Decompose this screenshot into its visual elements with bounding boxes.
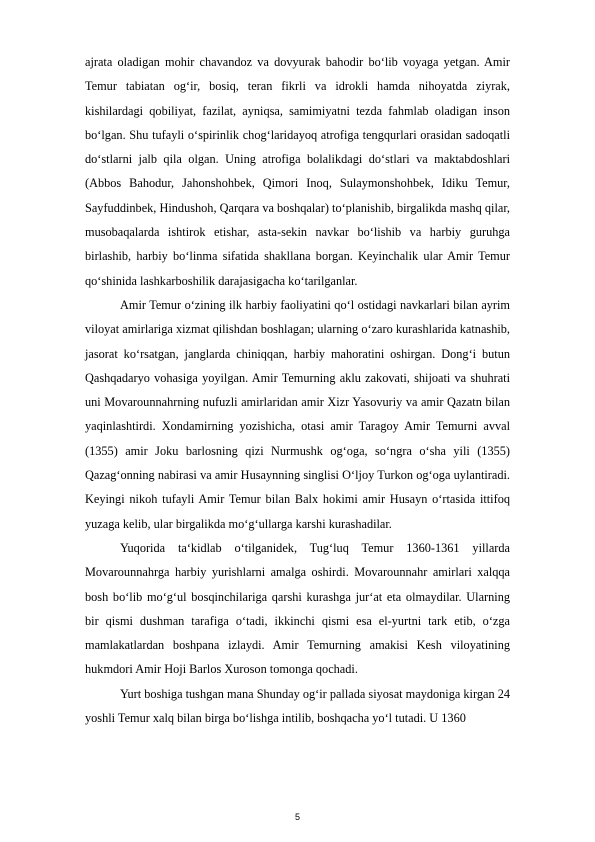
paragraph-hard-times: Yurt boshiga tushgan mana Shunday og‘ir pallada siyosat maydoniga kirgan 24 yoshli Temur xalq bilan birga bo‘lishga intilib, boshqacha yo‘l tutadi. U 1360 [85, 686, 510, 726]
paragraph-continuation: ajrata oladigan mohir chavandoz va dovyurak bahodir bo‘lib voyaga yetgan. Amir Temur tabiatan og‘ir, bosiq, teran fikrli va idrokli hamda nihoyatda ziyrak, kishilardagi qobiliyat, fazilat, ayniqsa, samimiyatni tezda fahmlab oladigan inson bo‘lgan. Shu tufayli o‘spirinlik chog‘laridayoq atrofiga tengqurlari orasidan sadoqatli do‘stlarni jalb qila olgan. Uning atrofiga bolalikdagi do‘stlari va maktabdoshlari (Abbos Bahodur, Jahonshohbek, Qimori Inoq, Sulaymonshohbek, Idiku Temur, Sayfuddinbek, Hindushoh, Qarqara va boshqalar) to‘planishib, birgalikda mashq qilar, musobaqalarda ishtirok etishar, asta-sekin navkar bo‘lishib va harbiy guruhga birlashib, harbiy bo‘linma sifatida shakllana borgan. Keyinchalik ular Amir Temur qo‘shinida lashkarboshilik darajasigacha ko‘tarilganlar. [85, 55, 510, 288]
document-body [85, 50, 510, 730]
page-number: 5 [294, 812, 300, 822]
paragraph-military-beginnings: Amir Temur o‘zining ilk harbiy faoliyatini qo‘l ostidagi navkarlari bilan ayrim viloyat amirlariga xizmat qilishdan boshlagan; ularning o‘zaro kurashlarida katnashib, jasorat ko‘rsatgan, janglarda chiniqqan, harbiy mahoratini oshirgan. Dong‘i butun Qashqadaryo vohasiga yoyilgan. Amir Temurning aklu zakovati, shijoati va shuhrati uni Movarounnahrning nufuzli amirlaridan amir Xizr Yasovuriy va amir Qazatn bilan yaqinlashtirdi. Xondamirning yozishicha, otasi amir Taragoy Amir Temurni avval (1355) amir Joku barlosning qizi Nurmushk og‘oga, so‘ngra o‘sha yili (1355) Qazag‘onning nabirasi va amir Husaynning singlisi O‘ljoy Turkon og‘oga uylantiradi. Keyingi nikoh tufayli Amir Temur bilan Balx hokimi amir Husayn o‘rtasida ittifoq yuzaga kelib, ular birgalikda mo‘g‘ullarga karshi kurashadilar. [85, 297, 510, 531]
paragraph-tughluq-temur-campaigns: Yuqorida ta‘kidlab o‘tilganidek, Tug‘luq Temur 1360-1361 yillarda Movarounnahrga harbiy yurishlarni amalga oshirdi. Movarounnahr amirlari xalqqa bosh bo‘lib mo‘g‘ul bosqinchilariga qarshi kurashga jur‘at eta olmaydilar. Ularning bir qismi dushman tarafiga o‘tadi, ikkinchi qismi esa el-yurtni tark etib, o‘zga mamlakatlardan boshpana izlaydi. Amir Temurning amakisi Kesh viloyatining hukmdori Amir Hoji Barlos Xuroson tomonga qochadi. [85, 540, 510, 677]
